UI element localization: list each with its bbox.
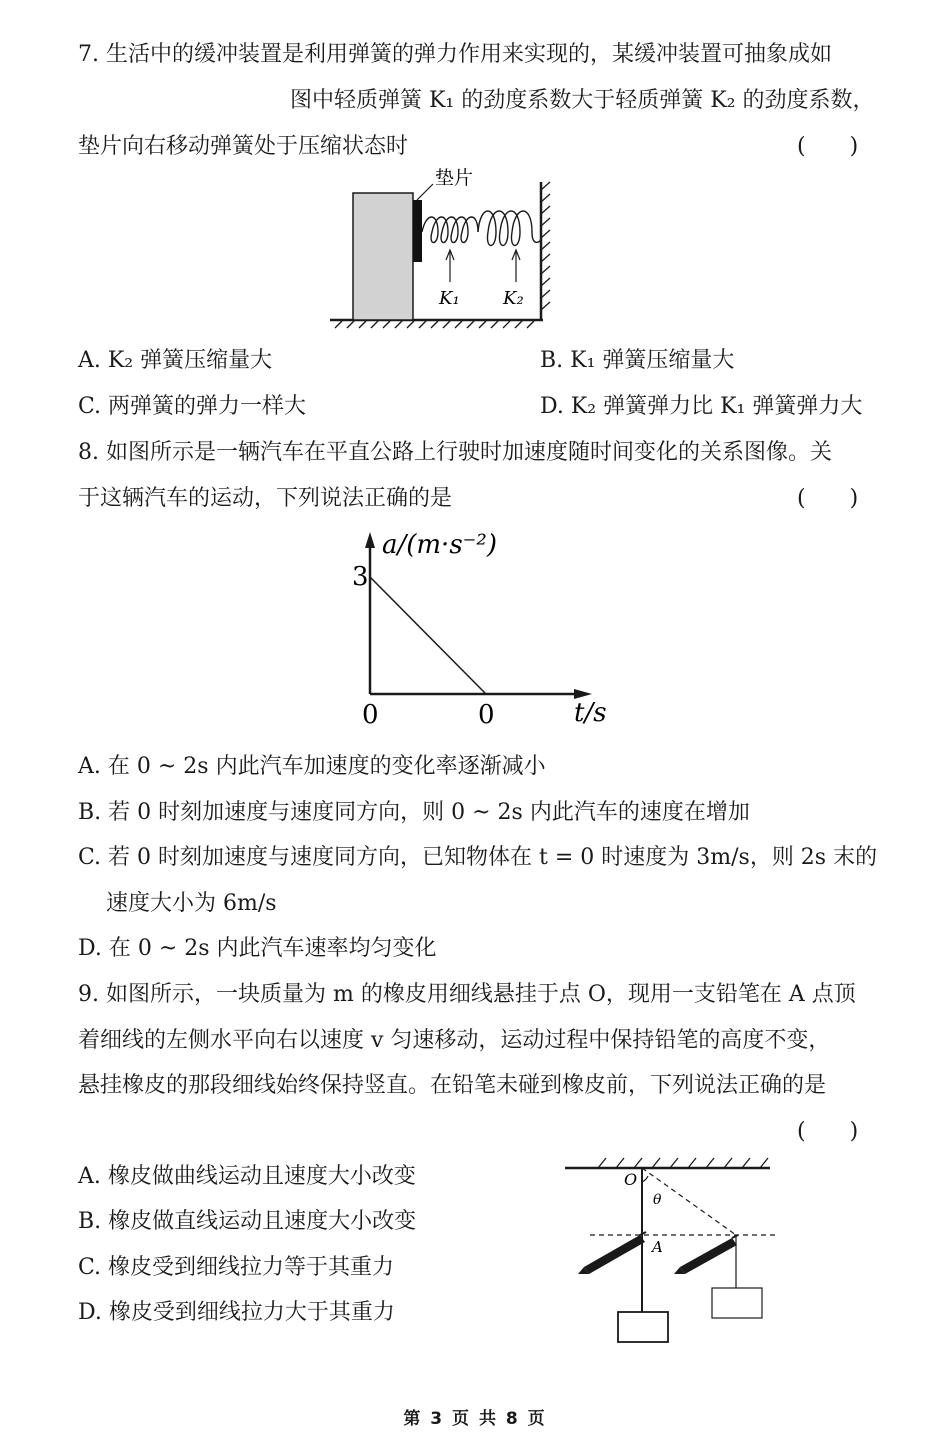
q8-option-c[interactable]: C. 若 0 时刻加速度与速度同方向，已知物体在 t = 0 时速度为 3m/s，则 2s 末的 xyxy=(78,845,878,870)
at-data-line xyxy=(370,577,486,694)
eraser-moved xyxy=(712,1288,762,1318)
q9-stem-line-3: 悬挂橡皮的那段细线始终保持竖直。在铅笔未碰到橡皮前，下列说法正确的是 xyxy=(78,1073,827,1098)
y-axis-label: a/(m·s⁻²) xyxy=(382,530,497,560)
q9-stem-line-2: 着细线的左侧水平向右以速度 v 匀速移动，运动过程中保持铅笔的高度不变， xyxy=(78,1028,831,1053)
q7-option-d[interactable]: D. K₂ 弹簧弹力比 K₁ 弹簧弹力大 xyxy=(540,394,863,419)
q7-stem-line-2: 图中轻质弹簧 K₁ 的劲度系数大于轻质弹簧 K₂ 的劲度系数， xyxy=(290,88,875,113)
spring-k1 xyxy=(422,217,478,243)
q8-stem-line-1: 8. 如图所示是一辆汽车在平直公路上行驶时加速度随时间变化的关系图像。关 xyxy=(78,440,832,465)
k2-label: K₂ xyxy=(503,288,524,309)
k1-label: K₁ xyxy=(439,288,460,309)
point-a-label: A xyxy=(652,1238,663,1256)
pad-pointer xyxy=(417,184,433,200)
pencil-right xyxy=(674,1235,738,1274)
ceiling-hatch xyxy=(598,1158,768,1168)
y-axis-arrow xyxy=(365,532,375,548)
x-axis-label: t/s xyxy=(574,698,607,728)
pad-label: 垫片 xyxy=(435,167,474,189)
origin-label: 0 xyxy=(362,700,379,730)
q8-acceleration-chart xyxy=(340,522,630,732)
q7-option-a[interactable]: A. K₂ 弹簧压缩量大 xyxy=(78,348,273,373)
point-o-label: O xyxy=(624,1170,638,1189)
q9-option-c[interactable]: C. 橡皮受到细线拉力等于其重力 xyxy=(78,1255,395,1280)
q9-stem-line-1: 9. 如图所示，一块质量为 m 的橡皮用细线悬挂于点 O，现用一支铅笔在 A 点顶 xyxy=(78,982,856,1007)
q7-answer-paren: ( ) xyxy=(797,134,859,159)
q7-stem-line-3: 垫片向右移动弹簧处于压缩状态时 xyxy=(78,134,409,159)
q7-stem-line-1: 7. 生活中的缓冲装置是利用弹簧的弹力作用来实现的，某缓冲装置可抽象成如 xyxy=(78,42,832,67)
q9-option-a[interactable]: A. 橡皮做曲线运动且速度大小改变 xyxy=(78,1164,416,1189)
pencil-left xyxy=(578,1232,646,1274)
theta-label: θ xyxy=(653,1192,662,1208)
spring-k2 xyxy=(478,211,541,246)
q8-stem-line-2: 于这辆汽车的运动，下列说法正确的是 xyxy=(78,486,453,511)
q9-answer-paren: ( ) xyxy=(797,1119,859,1144)
q8-answer-paren: ( ) xyxy=(797,486,859,511)
q9-option-b[interactable]: B. 橡皮做直线运动且速度大小改变 xyxy=(78,1209,417,1234)
y-tick-label-3: 3 xyxy=(352,562,369,592)
page-footer: 第 3 页 共 8 页 xyxy=(403,1409,547,1429)
q8-option-c-continued: 速度大小为 6m/s xyxy=(106,891,277,916)
pad-rect xyxy=(413,200,422,262)
q9-option-d[interactable]: D. 橡皮受到细线拉力大于其重力 xyxy=(78,1300,395,1325)
q9-pencil-figure xyxy=(560,1150,785,1350)
eraser-initial xyxy=(618,1312,668,1342)
q8-option-b[interactable]: B. 若 0 时刻加速度与速度同方向，则 0 ~ 2s 内此汽车的速度在增加 xyxy=(78,800,750,825)
q7-option-c[interactable]: C. 两弹簧的弹力一样大 xyxy=(78,394,307,419)
x-tick-label-2: 0 xyxy=(478,700,495,730)
q7-option-b[interactable]: B. K₁ 弹簧压缩量大 xyxy=(540,348,735,373)
q8-option-a[interactable]: A. 在 0 ~ 2s 内此汽车加速度的变化率逐渐减小 xyxy=(78,754,546,779)
q8-option-d[interactable]: D. 在 0 ~ 2s 内此汽车速率均匀变化 xyxy=(78,936,437,961)
q7-spring-figure xyxy=(325,160,565,335)
wall-hatch xyxy=(541,182,550,310)
block-rect xyxy=(353,193,413,320)
